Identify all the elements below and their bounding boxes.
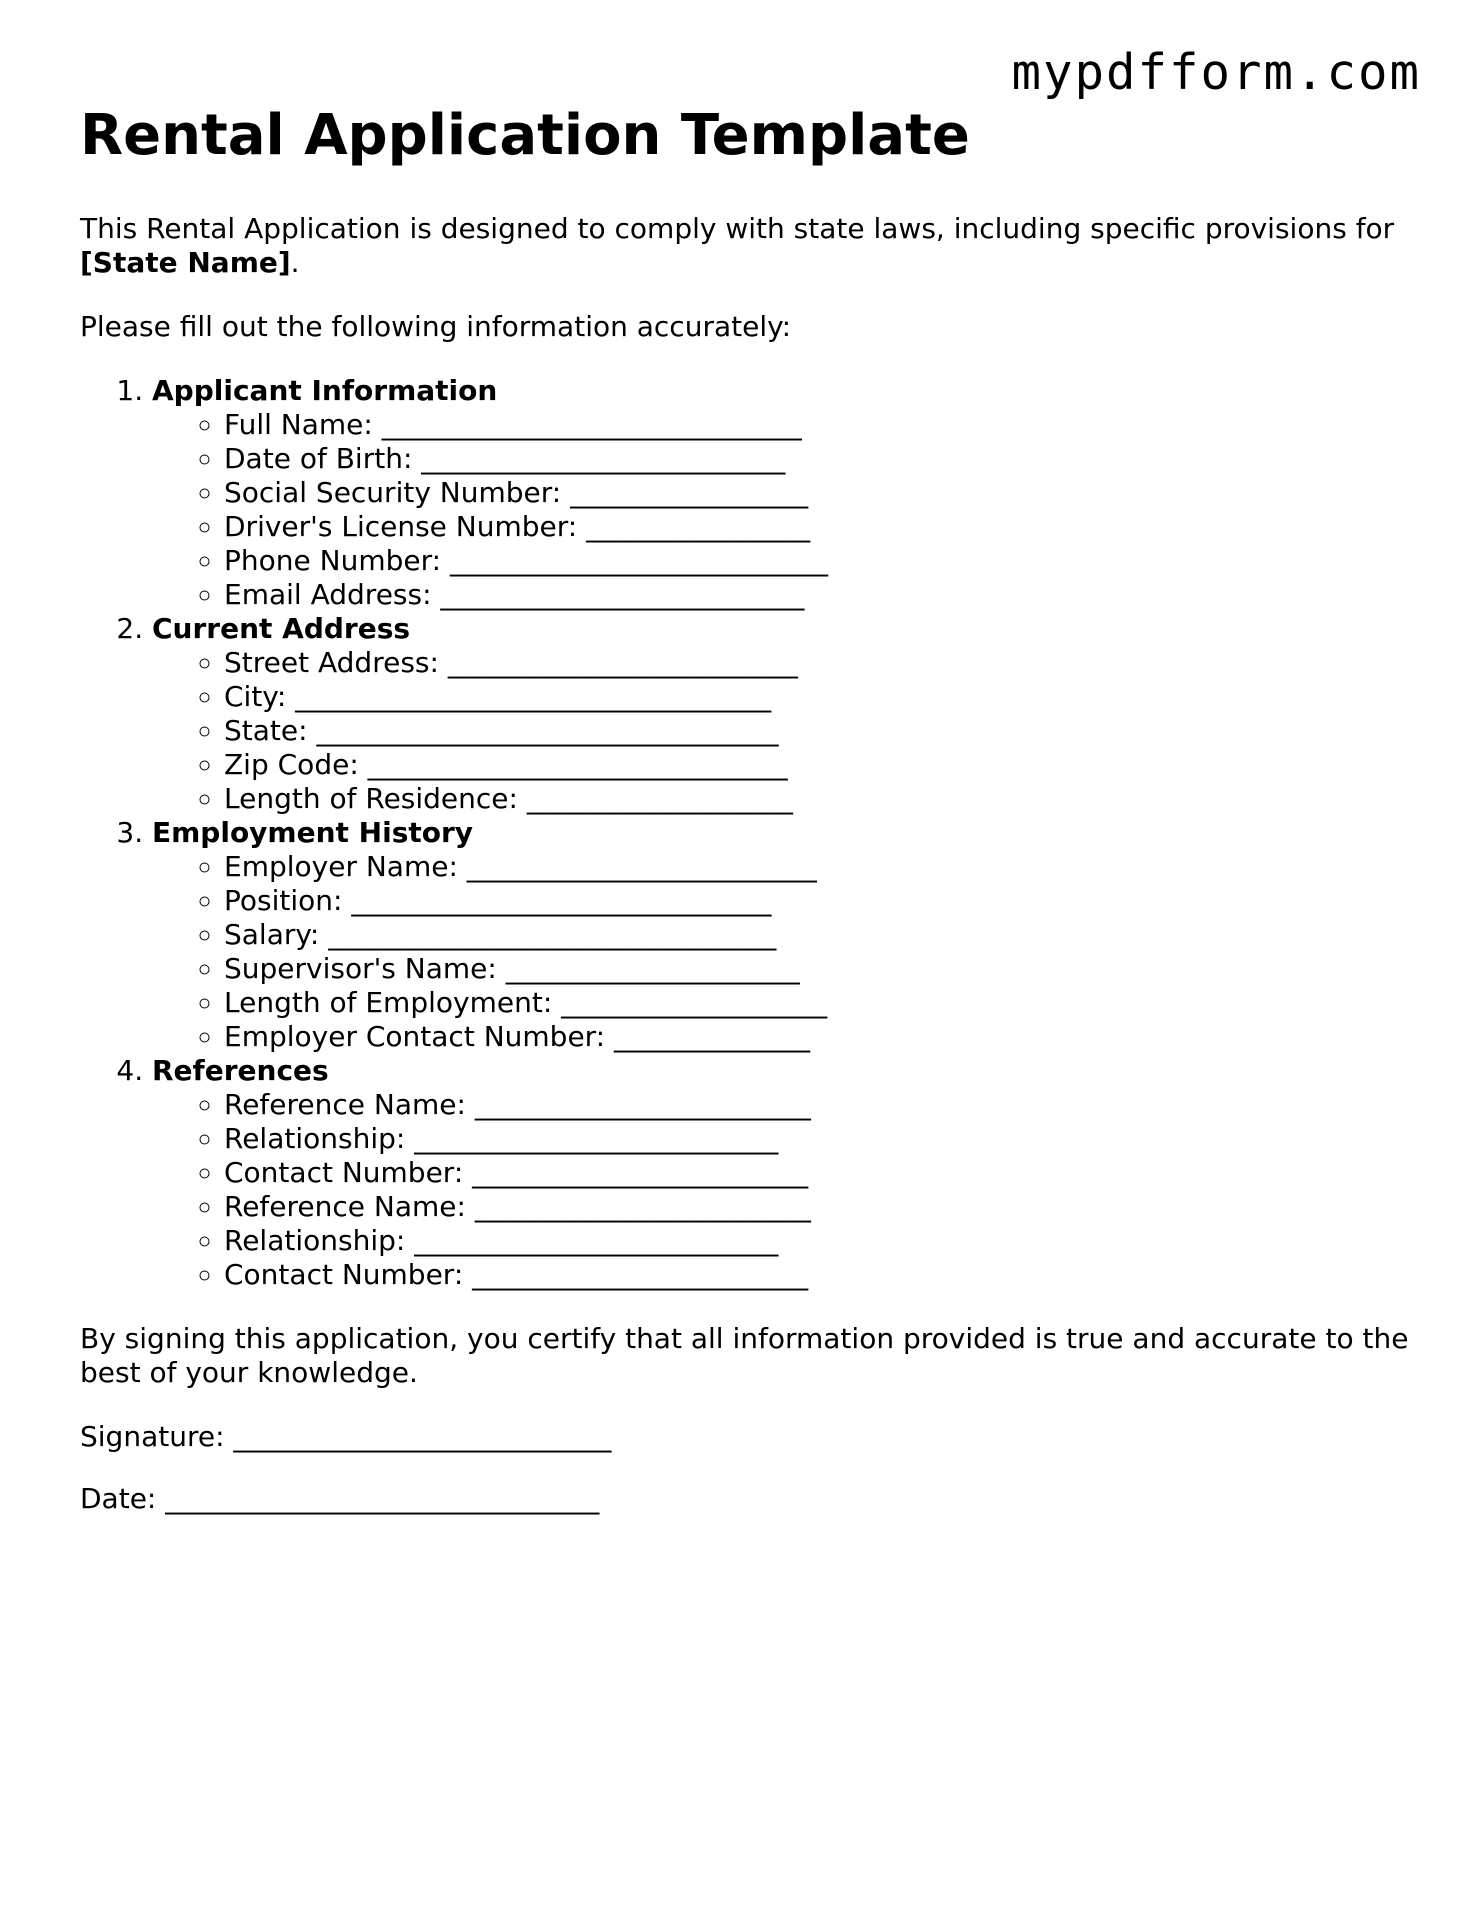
field-full-name[interactable]: ◦ Full Name: ______________________________ xyxy=(224,408,1410,442)
field-list xyxy=(152,646,1410,816)
sections-list xyxy=(80,374,1410,1292)
field-state[interactable]: ◦ State: _________________________________ xyxy=(224,714,1410,748)
field-email-address[interactable]: ◦ Email Address: __________________________ xyxy=(224,578,1410,612)
date-field[interactable]: Date: _______________________________ xyxy=(80,1482,600,1515)
field-zip-code[interactable]: ◦ Zip Code: ______________________________ xyxy=(224,748,1410,782)
field-reference-name-1[interactable]: ◦ Reference Name: ________________________ xyxy=(224,1088,1410,1122)
field-relationship-1[interactable]: ◦ Relationship: __________________________ xyxy=(224,1122,1410,1156)
field-employer-name[interactable]: ◦ Employer Name: _________________________ xyxy=(224,850,1410,884)
watermark-text: mypdfform.com xyxy=(1011,44,1421,101)
section-applicant-information xyxy=(152,374,1410,612)
field-city[interactable]: ◦ City: __________________________________ xyxy=(224,680,1410,714)
instructions-text: Please fill out the following information accurately: xyxy=(80,310,792,343)
field-supervisors-name[interactable]: ◦ Supervisor's Name: _____________________ xyxy=(224,952,1410,986)
field-length-of-residence[interactable]: ◦ Length of Residence: ___________________ xyxy=(224,782,1410,816)
intro-paragraph xyxy=(80,212,1410,280)
signature-field[interactable]: Signature: ___________________________ xyxy=(80,1420,612,1453)
section-employment-history xyxy=(152,816,1410,1054)
field-employer-contact-number[interactable]: ◦ Employer Contact Number: ______________ xyxy=(224,1020,1410,1054)
section-title: Current Address xyxy=(152,612,411,645)
section-title: Employment History xyxy=(152,816,474,849)
intro-text-after: . xyxy=(290,246,300,279)
field-social-security-number[interactable]: ◦ Social Security Number: _________________ xyxy=(224,476,1410,510)
document-page xyxy=(80,104,1410,1516)
section-current-address xyxy=(152,612,1410,816)
intro-state-name: [State Name] xyxy=(80,246,291,279)
section-title: References xyxy=(152,1054,329,1087)
field-salary[interactable]: ◦ Salary: ________________________________ xyxy=(224,918,1410,952)
field-position[interactable]: ◦ Position: ______________________________ xyxy=(224,884,1410,918)
field-reference-name-2[interactable]: ◦ Reference Name: ________________________ xyxy=(224,1190,1410,1224)
page-title: Rental Application Template xyxy=(80,103,970,168)
field-contact-number-1[interactable]: ◦ Contact Number: ________________________ xyxy=(224,1156,1410,1190)
section-references xyxy=(152,1054,1410,1292)
field-list xyxy=(152,408,1410,612)
field-drivers-license-number[interactable]: ◦ Driver's License Number: ________________ xyxy=(224,510,1410,544)
intro-text-before: This Rental Application is designed to comply with state laws, including specific provisions for xyxy=(80,212,1395,245)
field-list xyxy=(152,1088,1410,1292)
field-phone-number[interactable]: ◦ Phone Number: ___________________________ xyxy=(224,544,1410,578)
field-relationship-2[interactable]: ◦ Relationship: __________________________ xyxy=(224,1224,1410,1258)
certification-text: By signing this application, you certify that all information provided is true and accurate to the best of your knowledge. xyxy=(80,1322,1409,1389)
field-date-of-birth[interactable]: ◦ Date of Birth: __________________________ xyxy=(224,442,1410,476)
field-street-address[interactable]: ◦ Street Address: _________________________ xyxy=(224,646,1410,680)
field-contact-number-2[interactable]: ◦ Contact Number: ________________________ xyxy=(224,1258,1410,1292)
field-list xyxy=(152,850,1410,1054)
field-length-of-employment[interactable]: ◦ Length of Employment: ___________________ xyxy=(224,986,1410,1020)
section-title: Applicant Information xyxy=(152,374,498,407)
